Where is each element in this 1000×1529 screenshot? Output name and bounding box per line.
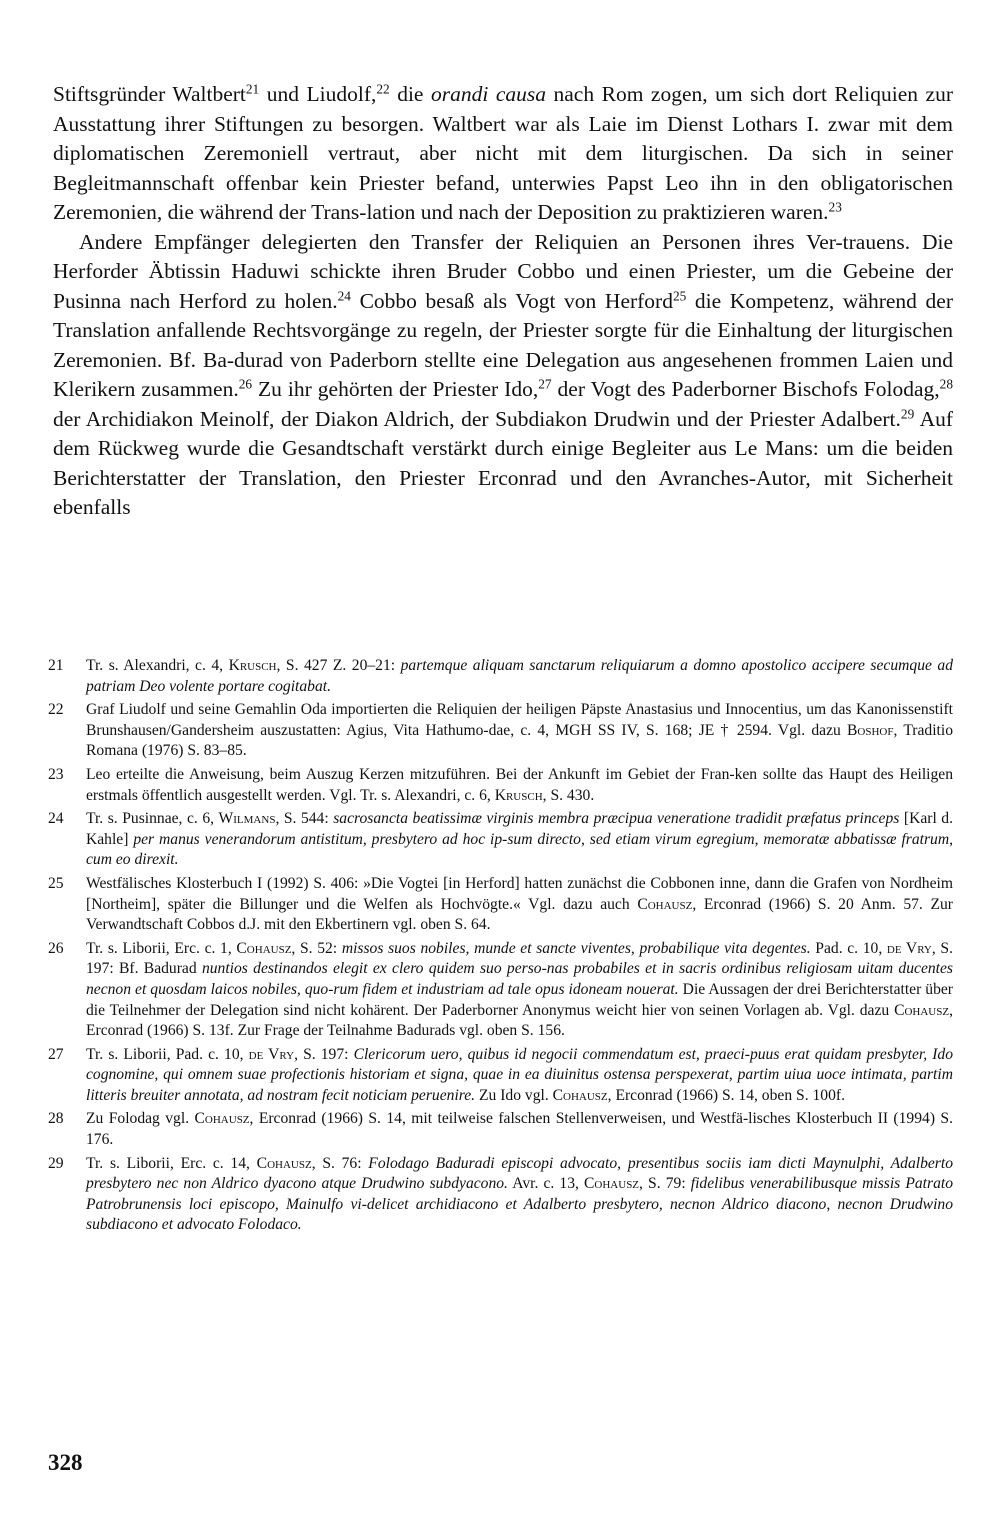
footnote-text: Westfälisches Klosterbuch I (1992) S. 406: »Die Vogtei [in Herford] hatten zunächst die Cobbonen inne, dann die Grafen von Nordheim [Northeim], später die Billunger und die Welfen als Hochvögte.« Vgl. dazu auch Cohausz, Erconrad (1966) S. 20 Anm. 57. Zur Verwandtschaft Cobbos d.J. mit den Ekbertinern vgl. oben S. 64. bbox=[86, 874, 953, 934]
footnote-26 bbox=[48, 939, 953, 1042]
latin-quote: nuntios destinandos elegit ex clero quidem suo perso-nas probabiles et in sacris ordinibus religiosam uitam ducentes necnon et quosdam laicos nobiles, quo-rum fidem et industriam ad tale opus idoneam nouerat. bbox=[86, 960, 953, 998]
footnote-number: 29 bbox=[48, 1154, 64, 1172]
latin-quote: sacrosancta beatissimæ virginis membra præcipua veneratione tradidit præfatus princeps bbox=[333, 810, 900, 828]
paragraph-2 bbox=[53, 228, 953, 523]
text-run: die bbox=[389, 82, 431, 106]
author-name: Krusch bbox=[228, 657, 277, 674]
author-name: Cohausz bbox=[637, 895, 693, 913]
author-name: de Vry bbox=[248, 1045, 295, 1063]
text-run: Andere Empfänger delegierten den Transfer der Reliquien an Personen ihres Ver-trauens. Die Herforder Äbtissin Haduwi schickte ihren Bruder Cobbo und einen Priester, um die Gebeine der Pusinna nach Herford zu holen. bbox=[53, 229, 953, 313]
footnote-ref-25[interactable]: 25 bbox=[672, 288, 687, 304]
author-name: Cohausz bbox=[552, 1086, 608, 1104]
footnote-29 bbox=[48, 1154, 953, 1236]
page-number: 328 bbox=[48, 1450, 83, 1475]
text-run: und Liudolf, bbox=[259, 82, 377, 106]
footnote-number: 27 bbox=[48, 1045, 64, 1063]
text-run: der Vogt des Paderborner Bischofs Folodag, bbox=[551, 377, 940, 401]
footnote-number: 28 bbox=[48, 1110, 64, 1128]
footnote-text: Tr. s. Pusinnae, c. 6, Wilmans, S. 544: sacrosancta beatissimæ virginis membra præcipua veneratione tradidit præfatus princeps [Karl d. Kahle] per manus venerandorum antistitum, presbytero ad hoc ip-sum directo, sed etiam virum egregium, memoratæ abbatissæ fratrum, cum eo direxit. bbox=[86, 810, 954, 869]
footnote-ref-28[interactable]: 28 bbox=[939, 376, 953, 392]
footnote-ref-24[interactable]: 24 bbox=[337, 288, 351, 304]
footnote-ref-21[interactable]: 21 bbox=[245, 81, 260, 97]
footnote-27 bbox=[48, 1045, 953, 1107]
footnote-28 bbox=[48, 1109, 953, 1150]
author-name: de Vry bbox=[886, 939, 932, 957]
latin-quote: per manus venerandorum antistitum, presbytero ad hoc ip-sum directo, sed etiam virum egregium, memoratæ abbatissæ fratrum, cum eo direxit. bbox=[86, 830, 954, 869]
footnote-ref-22[interactable]: 22 bbox=[376, 81, 390, 97]
text-run: die Kompetenz, während der Translation anfallende Rechtsvorgänge zu regeln, der Priester sorgte für die Einhaltung der liturgischen Zeremonien. Bf. Ba-durad von Paderborn stellte eine Delegation aus angesehenen frommen Laien und Klerikern zusammen. bbox=[53, 288, 953, 401]
footnote-23 bbox=[48, 765, 953, 806]
text-run: nach Rom zogen, um sich dort Reliquien zur Ausstattung ihrer Stiftungen zu besorgen. Waltbert war als Laie im Dienst Lothars I. zwar mit dem diplomatischen Zeremoniell vertraut, aber nicht mit dem liturgischen. Da sich in seiner Begleitmannschaft offenbar kein Priester befand, unterwies Papst Leo ihn in den obligatorischen Zeremonien, die während der Trans-lation und nach der Deposition zu praktizieren waren. bbox=[53, 82, 953, 224]
text-run: Zu ihr gehörten der Priester Ido, bbox=[252, 377, 539, 401]
footnote-ref-26[interactable]: 26 bbox=[238, 376, 253, 392]
latin-quote: fidelibus venerabilibusque missis Patrato Patrobrunensis loci episcopo, Mainulfo vi-delicet archidiacono et Adalberto presbytero, necnon Aldrico diacono, necnon Drudwino subdiacono et advocato Folodaco. bbox=[86, 1175, 953, 1234]
footnote-number: 25 bbox=[48, 874, 64, 892]
footnote-ref-27[interactable]: 27 bbox=[538, 376, 552, 392]
footnote-ref-29[interactable]: 29 bbox=[900, 406, 915, 422]
author-name: Wilmans bbox=[218, 810, 276, 828]
author-name: Cohausz bbox=[194, 1110, 250, 1128]
latin-quote: Clericorum uero, quibus id negocii commendatum est, praeci-puus erat quidam presbyter, Ido cognomine, qui omnem suae profectionis historiam et signa, quae in ea diuinitus ostensa perspexerat, partim uiua uoce intimata, partim litteris breuiter annotata, ad nostram fecit noticiam peruenire. bbox=[86, 1045, 953, 1104]
footnote-text: Graf Liudolf und seine Gemahlin Oda importierten die Reliquien der heiligen Päpste Anastasius und Innocentius, um das Kanonissenstift Brunshausen/Gandersheim auszustatten: Agius, Vita Hathumo-dae, c. 4, MGH SS IV, S. 168; JE † 2594. Vgl. dazu Boshof, Traditio Romana (1976) S. 83–85. bbox=[86, 701, 953, 760]
text-run: der Archidiakon Meinolf, der Diakon Aldrich, der Subdiakon Drudwin und der Priester Adalbert. bbox=[53, 406, 901, 431]
main-text bbox=[53, 80, 953, 523]
author-name: Cohausz bbox=[894, 1001, 950, 1019]
footnote-text: Tr. s. Alexandri, c. 4, Krusch, S. 427 Z. 20–21: partemque aliquam sanctarum reliquiarum a domno apostolico accipere secumque ad patriam Deo volente portare cogitabat. bbox=[86, 657, 954, 695]
footnote-number: 23 bbox=[48, 765, 64, 783]
footnote-text: Tr. s. Liborii, Erc. c. 1, Cohausz, S. 52: missos suos nobiles, munde et sancte viventes, probabilique vita degentes. Pad. c. 10, de Vry, S. 197: Bf. Badurad nuntios destinandos elegit ex clero quidem suo perso-nas probabiles et in sacris ordinibus religiosam uitam ducentes necnon et quosdam laicos nobiles, quo-rum fidem et industriam ad tale opus idoneam nouerat. Die Aussagen der drei Berichterstatter über die Teilnehmer der Delegation sind nicht kohärent. Der Paderborner Anonymus weicht hier von seinen Vorlagen ab. Vgl. dazu Cohausz, Erconrad (1966) S. 13f. Zur Frage der Teilnahme Badurads vgl. oben S. 156. bbox=[86, 939, 954, 1040]
author-name: Cohausz bbox=[584, 1175, 640, 1193]
author-name: Krusch bbox=[494, 786, 543, 804]
footnote-text: Leo erteilte die Anweisung, beim Auszug Kerzen mitzuführen. Bei der Ankunft im Gebiet der Fran-ken sollte das Haupt des Heiligen erstmals öffentlich ausgestellt werden. Vgl. Tr. s. Alexandri, c. 6, Krusch, S. 430. bbox=[86, 765, 953, 804]
author-name: Boshof bbox=[847, 721, 894, 739]
text-run: Cobbo besaß als Vogt von Herford bbox=[350, 288, 673, 313]
footnote-25 bbox=[48, 874, 953, 936]
footnote-number: 24 bbox=[48, 810, 64, 828]
footnote-24 bbox=[48, 809, 953, 871]
footnote-number: 26 bbox=[48, 939, 64, 957]
latin-quote: partemque aliquam sanctarum reliquiarum a domno apostolico accipere secumque ad patriam Deo volente portare cogitabat. bbox=[86, 657, 954, 695]
footnote-21 bbox=[48, 656, 953, 697]
footnote-number: 21 bbox=[48, 657, 64, 674]
author-name: Cohausz bbox=[256, 1154, 312, 1172]
footnote-text: Tr. s. Liborii, Erc. c. 14, Cohausz, S. 76: Folodago Baduradi episcopi advocato, presentibus sociis iam dicti Maynulphi, Adalberto presbytero nec non Aldrico dyacono atque Drudwino subdyacono. Avr. c. 13, Cohausz, S. 79: fidelibus venerabilibusque missis Patrato Patrobrunensis loci episcopo, Mainulfo vi-delicet archidiacono et Adalberto presbytero, necnon Aldrico diacono, necnon Drudwino subdiacono et advocato Folodaco. bbox=[86, 1154, 954, 1234]
author-name: Cohausz bbox=[236, 939, 292, 957]
footnote-text: Tr. s. Liborii, Pad. c. 10, de Vry, S. 197: Clericorum uero, quibus id negocii commendatum est, praeci-puus erat quidam presbyter, Ido cognomine, qui omnem suae profectionis historiam et signa, quae in ea diuinitus ostensa perspexerat, partim uiua uoce intimata, partim litteris breuiter annotata, ad nostram fecit noticiam peruenire. Zu Ido vgl. Cohausz, Erconrad (1966) S. 14, oben S. 100f. bbox=[86, 1045, 953, 1104]
footnote-text: Zu Folodag vgl. Cohausz, Erconrad (1966) S. 14, mit teilweise falschen Stellenverweisen, und Westfä-lisches Klosterbuch II (1994) S. 176. bbox=[86, 1110, 953, 1149]
paragraph-1 bbox=[53, 80, 953, 228]
footnote-22 bbox=[48, 700, 953, 762]
text-run: Auf dem Rückweg wurde die Gesandtschaft verstärkt durch einige Begleiter aus Le Mans: um die beiden Berichterstatter der Translation, den Priester Erconrad und den Avranches-Autor, mit Sicherheit ebenfalls bbox=[53, 406, 954, 519]
footnote-number: 22 bbox=[48, 701, 64, 719]
italic-phrase: orandi causa bbox=[430, 82, 546, 106]
footnotes bbox=[48, 656, 953, 1239]
text-run: Stiftsgründer Waltbert bbox=[53, 82, 246, 106]
latin-quote: Folodago Baduradi episcopi advocato, presentibus sociis iam dicti Maynulphi, Adalberto presbytero nec non Aldrico dyacono atque Drudwino subdyacono. bbox=[86, 1154, 954, 1193]
footnote-ref-23[interactable]: 23 bbox=[828, 199, 842, 215]
latin-quote: missos suos nobiles, munde et sancte viventes, probabilique vita degentes. bbox=[341, 939, 811, 957]
